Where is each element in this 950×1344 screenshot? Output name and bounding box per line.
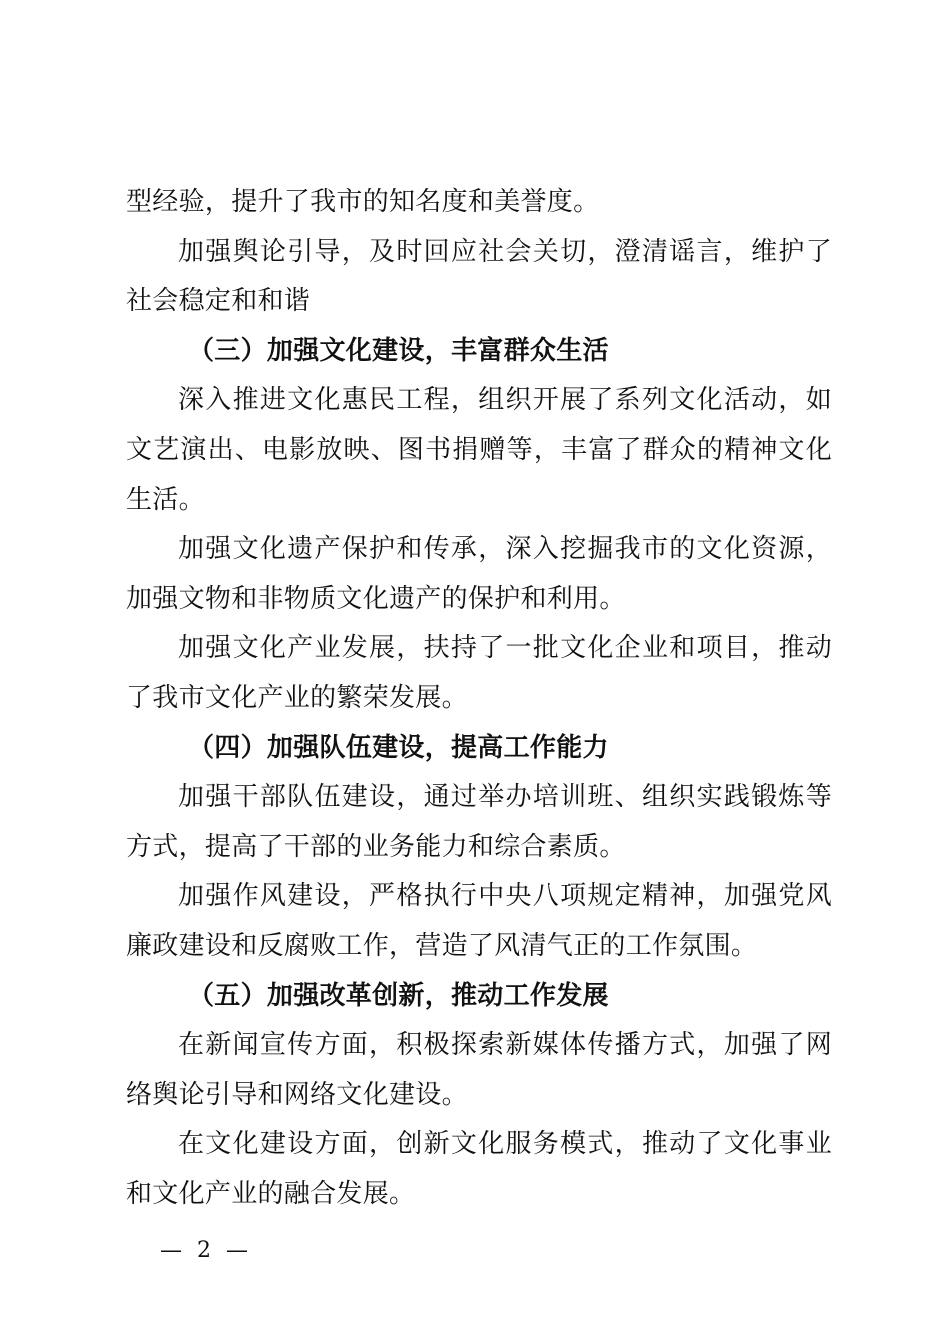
paragraph-continuation: 型经验，提升了我市的知名度和美誉度。 — [126, 187, 600, 217]
paragraph: 加强干部队伍建设，通过举办培训班、组织实践锻炼等方式，提高了干部的业务能力和综合素质。 — [126, 782, 832, 862]
section-heading-5: （五）加强改革创新，推动工作发展 — [188, 980, 609, 1011]
paragraph: 在文化建设方面，创新文化服务模式，推动了文化事业和文化产业的融合发展。 — [126, 1129, 832, 1209]
paragraph: 深入推进文化惠民工程，组织开展了系列文化活动，如文艺演出、电影放映、图书捐赠等，丰富了群众的精神文化生活。 — [126, 385, 832, 515]
section-heading-3: （三）加强文化建设，丰富群众生活 — [188, 335, 609, 366]
paragraph: 加强舆论引导，及时回应社会关切，澄清谣言，维护了社会稳定和和谐 — [126, 236, 832, 317]
page-number: — 2 — — [160, 1238, 252, 1263]
paragraph: 加强文化产业发展，扶持了一批文化企业和项目，推动了我市文化产业的繁荣发展。 — [126, 633, 832, 713]
section-heading-4: （四）加强队伍建设，提高工作能力 — [188, 732, 609, 763]
paragraph: 加强作风建设，严格执行中央八项规定精神，加强党风廉政建设和反腐败工作，营造了风清气正的工作氛围。 — [126, 881, 832, 961]
paragraph: 在新闻宣传方面，积极探索新媒体传播方式，加强了网络舆论引导和网络文化建设。 — [126, 1030, 832, 1110]
paragraph: 加强文化遗产保护和传承，深入挖掘我市的文化资源，加强文物和非物质文化遗产的保护和利用。 — [126, 534, 832, 614]
document-body — [126, 178, 832, 1219]
